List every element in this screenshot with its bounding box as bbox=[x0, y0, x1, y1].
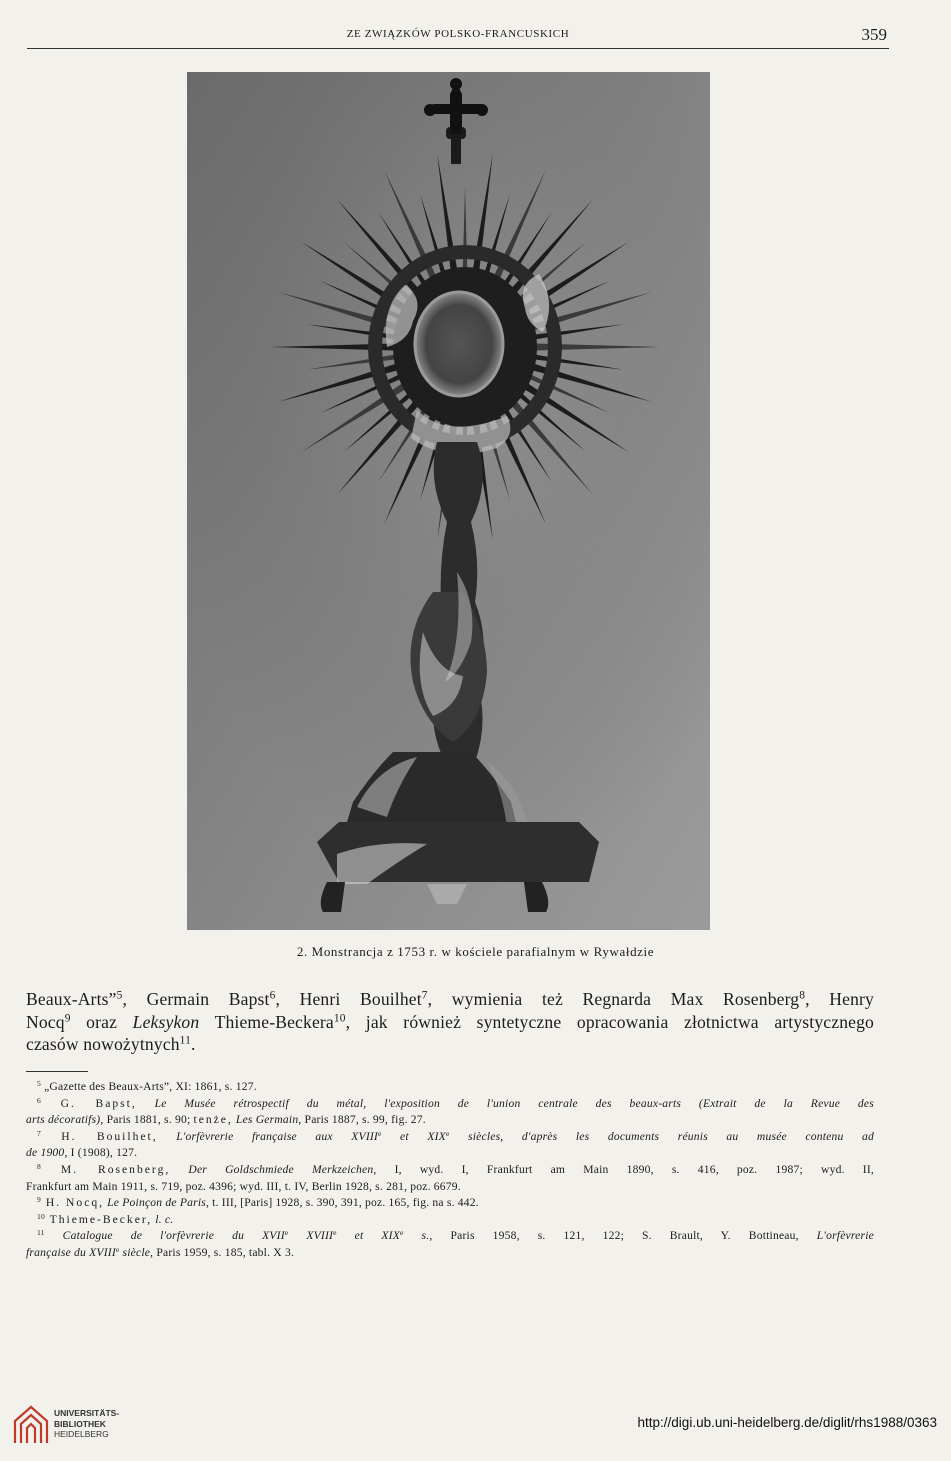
footnote-text: , Paris 1958, s. 121, 122; S. Brault, Y. Bottineau, bbox=[429, 1229, 799, 1243]
footnote-text: „Gazette des Beaux-Arts”, XI: 1861, s. 127. bbox=[40, 1080, 257, 1093]
footnote-number: 6 bbox=[37, 1095, 41, 1105]
footnote-author: H. Nocq, bbox=[40, 1196, 105, 1210]
footnote-11-cont bbox=[26, 1245, 874, 1262]
running-title: ZE ZWIĄZKÓW POLSKO-FRANCUSKICH bbox=[346, 28, 570, 40]
page-number: 359 bbox=[861, 25, 887, 44]
footnote-text: , Paris 1881, s. 90; bbox=[100, 1113, 194, 1127]
footnote-ref: 7 bbox=[421, 989, 428, 1002]
footnote-title: siècle bbox=[119, 1245, 151, 1259]
text-run: czasów nowożytnych bbox=[26, 1034, 180, 1054]
footnote-title: de 1900 bbox=[26, 1146, 65, 1160]
text-run: , Germain Bapst bbox=[122, 989, 270, 1009]
footnote-6 bbox=[26, 1096, 874, 1113]
monstrance-image bbox=[187, 72, 710, 930]
footnote-number: 9 bbox=[37, 1195, 41, 1205]
footnote-8-cont: Frankfurt am Main 1911, s. 719, poz. 4396; wyd. III, t. IV, Berlin 1928, s. 281, poz. 6679. bbox=[26, 1179, 461, 1193]
footnote-title: Le Poinçon de Paris bbox=[104, 1196, 206, 1210]
text-run: , Henri Bouilhet bbox=[275, 989, 422, 1009]
footnote-ref: 9 bbox=[64, 1012, 71, 1025]
text-run: Thieme-Beckera bbox=[199, 1011, 334, 1032]
logo-line: BIBLIOTHEK bbox=[54, 1418, 106, 1429]
footnote-author: tenże, bbox=[193, 1113, 233, 1127]
footnote-number: 7 bbox=[37, 1128, 41, 1138]
footnote-ref: 8 bbox=[799, 989, 806, 1002]
footnote-author: G. Bapst, bbox=[40, 1096, 137, 1110]
footnote-author: M. Rosenberg, bbox=[40, 1162, 171, 1176]
footnote-ref: 11 bbox=[179, 1034, 191, 1047]
footnote-title: française du XVIII bbox=[26, 1245, 116, 1259]
footnote-10 bbox=[26, 1212, 874, 1229]
footnote-text: , Paris 1959, s. 185, tabl. X 3. bbox=[150, 1245, 295, 1259]
footnote-text: , t. III, [Paris] 1928, s. 390, 391, poz. 165, fig. na s. 442. bbox=[205, 1196, 479, 1210]
text-run: Nocq bbox=[26, 1011, 65, 1032]
page-header bbox=[27, 26, 889, 49]
logo-line: HEIDELBERG bbox=[54, 1429, 109, 1439]
footnote-ref: 5 bbox=[116, 989, 123, 1002]
superscript: e bbox=[378, 1128, 382, 1138]
footnote-title: L'orfèvrerie bbox=[798, 1229, 874, 1243]
footnotes bbox=[26, 1079, 874, 1262]
footnote-title: Le Musée rétrospectif du métal, l'exposition de l'union centrale des beaux-arts (Extrait de la Revue des bbox=[136, 1096, 874, 1110]
footnote-title: Catalogue de l'orfèvrerie du XVII bbox=[44, 1229, 285, 1243]
body-paragraph bbox=[26, 988, 874, 1056]
text-run: oraz bbox=[70, 1011, 133, 1032]
footnote-author: Thieme-Becker, bbox=[44, 1212, 153, 1226]
footnote-7-cont bbox=[26, 1145, 874, 1162]
footnote-11 bbox=[26, 1228, 874, 1245]
figure-caption: 2. Monstrancja z 1753 r. w kościele parafialnym w Rywałdzie bbox=[296, 944, 655, 959]
footnote-title: siècles, d'après les documents réunis au musée contenu ad bbox=[449, 1129, 874, 1143]
superscript: e bbox=[445, 1128, 450, 1138]
footnote-number: 5 bbox=[37, 1078, 41, 1088]
superscript: e bbox=[284, 1228, 289, 1238]
text-run: , wymienia też Regnarda Max Rosenberg bbox=[427, 989, 800, 1009]
footnote-text: , I, wyd. I, Frankfurt am Main 1890, s. 416, poz. 1987; wyd. II, bbox=[373, 1162, 874, 1176]
footnote-title: et XIX bbox=[336, 1229, 401, 1243]
footnote-title: Les Germain bbox=[232, 1113, 299, 1127]
superscript: e bbox=[400, 1228, 404, 1238]
body-line bbox=[26, 1033, 874, 1056]
footnote-number: 8 bbox=[37, 1161, 41, 1171]
footnote-number: 10 bbox=[37, 1211, 45, 1221]
footnote-title: s. bbox=[403, 1229, 430, 1243]
text-run: . bbox=[191, 1034, 196, 1054]
source-url-link[interactable]: http://digi.ub.uni-heidelberg.de/diglit/rhs1988/0363 bbox=[637, 1415, 937, 1430]
footnote-ref: 10 bbox=[333, 1012, 346, 1025]
text-run: , Henry bbox=[805, 989, 874, 1009]
body-line bbox=[26, 1011, 874, 1034]
logo-line: UNIVERSITÄTS- bbox=[54, 1408, 120, 1418]
footnote-8 bbox=[26, 1162, 874, 1179]
italic-title: Leksykon bbox=[132, 1011, 200, 1032]
footnote-title: L'orfèvrerie française aux XVIII bbox=[157, 1129, 378, 1143]
footnote-author: H. Bouilhet, bbox=[40, 1129, 158, 1143]
footnote-7 bbox=[26, 1129, 874, 1146]
footnote-9 bbox=[26, 1195, 874, 1212]
footnote-text: , Paris 1887, s. 99, fig. 27. bbox=[298, 1113, 426, 1127]
footnote-title: arts décoratifs) bbox=[26, 1113, 101, 1127]
monstrance-photo bbox=[187, 72, 710, 930]
library-logo-text bbox=[54, 1408, 119, 1440]
text-run: , jak również syntetyczne opracowania złotnictwa artystycznego bbox=[345, 1011, 874, 1032]
text-run: Beaux-Arts” bbox=[26, 989, 117, 1009]
footnote-ref: 6 bbox=[269, 989, 276, 1002]
footnote-text: , I (1908), 127. bbox=[64, 1146, 138, 1160]
footnote-6-cont bbox=[26, 1112, 874, 1129]
footnote-title: et XIX bbox=[381, 1129, 446, 1143]
body-line bbox=[26, 988, 874, 1011]
footnote-title: l. c. bbox=[152, 1212, 174, 1226]
footnote-title: Der Goldschmiede Merkzeichen bbox=[170, 1162, 374, 1176]
superscript: e bbox=[115, 1244, 120, 1254]
footnote-number: 11 bbox=[37, 1228, 45, 1238]
footnote-title: XVIII bbox=[288, 1229, 334, 1243]
footnote-divider bbox=[26, 1071, 88, 1072]
superscript: e bbox=[333, 1228, 337, 1238]
footnote-5 bbox=[26, 1079, 874, 1096]
